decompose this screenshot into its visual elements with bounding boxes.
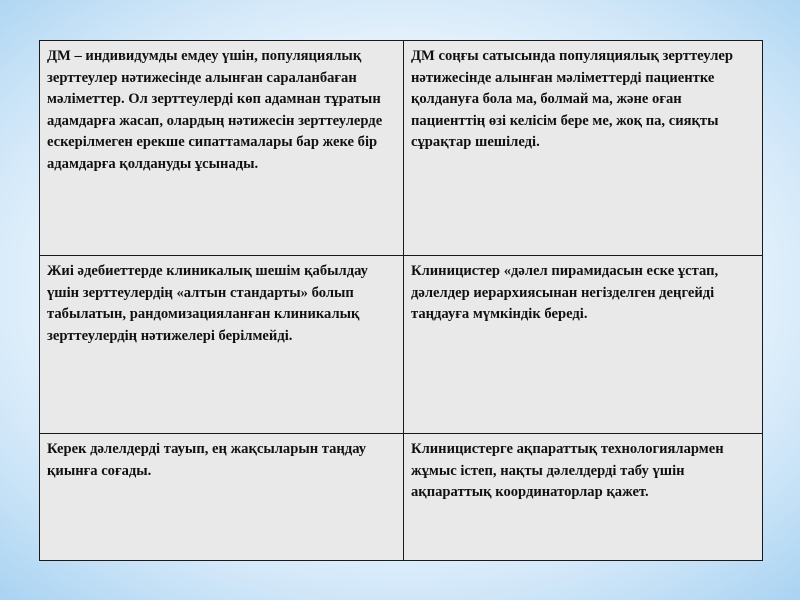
comparison-table: [39, 40, 763, 561]
table-cell-left: Керек дәлелдерді тауып, ең жақсыларын таңдау қиынға соғады.: [40, 434, 404, 561]
table-cell-left: ДМ – индивидумды емдеу үшін, популяциялық зерттеулер нәтижесінде алынған сараланбаған мәліметтер. Ол зерттеулерді көп адамнан тұратын адамдарға жасап, олардың нәтижесін зерттеулерде ескерілмеген ерекше сипаттамалары бар жеке бір адамдарға қолдануды ұсынады.: [40, 41, 404, 256]
table-cell-right: Клиницистерге ақпараттық технологиялармен жұмыс істеп, нақты дәлелдерді табу үшін ақпараттық координаторлар қажет.: [404, 434, 763, 561]
table-cell-left: Жиі әдебиеттерде клиникалық шешім қабылдау үшін зерттеулердің «алтын стандарты» болып табылатын, рандомизацияланған клиникалық зерттеулердің нәтижелері берілмейді.: [40, 256, 404, 434]
table-cell-right: ДМ соңғы сатысында популяциялық зерттеулер нәтижесінде алынған мәліметтерді пациентке қолдануға бола ма, болмай ма, және оған пациенттің өзі келісім бере ме, жоқ па, сияқты сұрақтар шешіледі.: [404, 41, 763, 256]
table-row: [40, 256, 763, 434]
table-row: [40, 434, 763, 561]
table-row: [40, 41, 763, 256]
table-cell-right: Клиницистер «дәлел пирамидасын еске ұстап, дәлелдер иерархиясынан негізделген деңгейді таңдауға мүмкіндік береді.: [404, 256, 763, 434]
